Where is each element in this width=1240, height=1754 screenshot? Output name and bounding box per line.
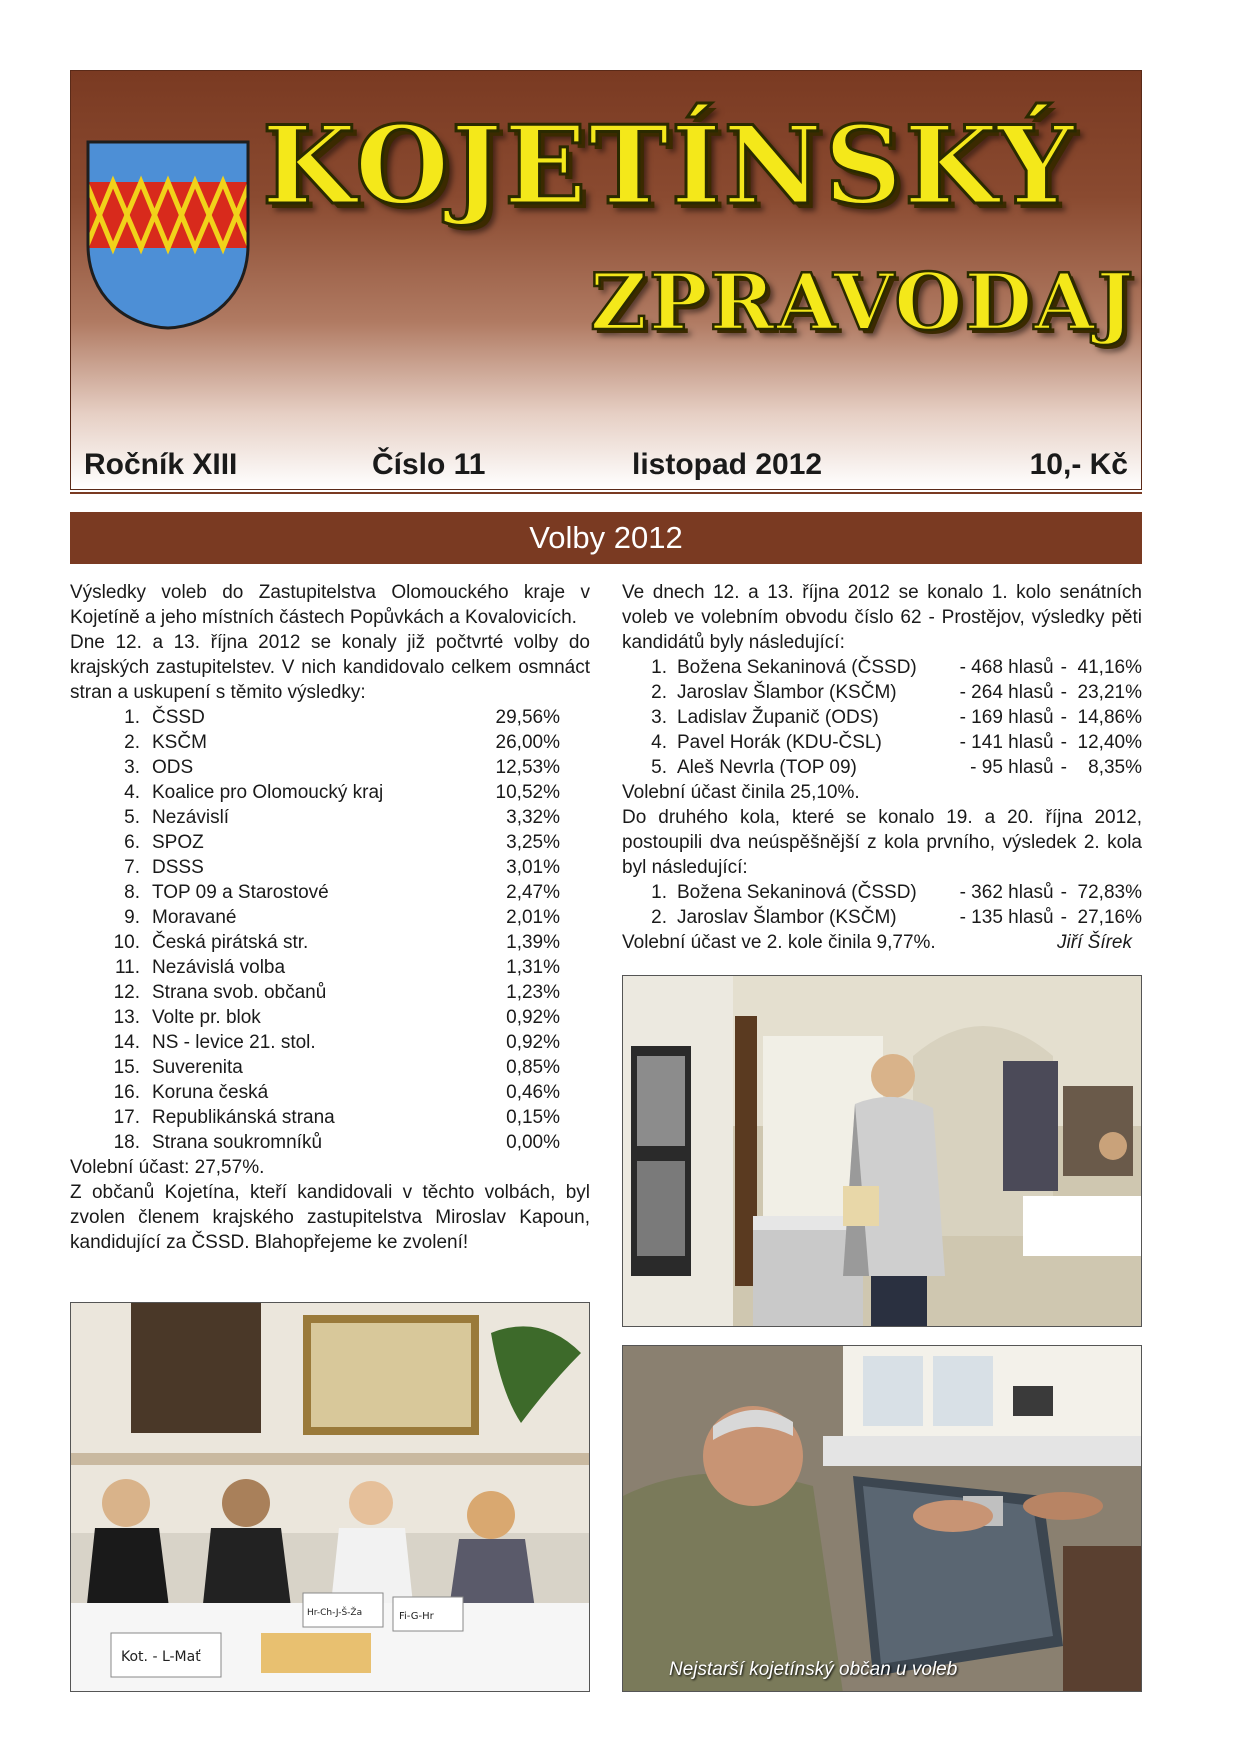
table-row: 17. Republikánská strana 0,15%: [113, 1107, 560, 1128]
table-row: 15. Suverenita 0,85%: [113, 1057, 560, 1078]
section-banner: [70, 512, 1142, 564]
table-row: 6. SPOZ 3,25%: [124, 832, 560, 853]
section-title: Volby 2012: [529, 520, 683, 555]
table-row: 14. NS - levice 21. stol. 0,92%: [113, 1032, 560, 1053]
turnout-round2: Volební účast ve 2. kole činila 9,77%.: [622, 932, 936, 953]
issue-date: listopad 2012: [632, 448, 823, 481]
masthead-divider: [70, 492, 1142, 494]
closing-text: Z občanů Kojetína, kteří kandidovali v těchto volbách, byl zvolen členem krajského zastupitelstva Miroslav Kapoun, kandidující za ČSSD. Blahopřejeme ke zvolení!: [70, 1182, 590, 1253]
turnout-text: Volební účast: 27,57%.: [70, 1157, 265, 1178]
table-row: 3. ODS 12,53%: [124, 757, 560, 778]
town-crest-icon: [86, 140, 250, 330]
oldest-voter-photo: [622, 1345, 1142, 1692]
newspaper-title: KOJETÍNSKÝ: [262, 103, 1077, 229]
table-row: 7. DSSS 3,01%: [124, 857, 560, 878]
table-row: 2. Jaroslav Šlambor (KSČM) - 264 hlasů - 23,21%: [651, 682, 1142, 703]
turnout-round2-line: [622, 930, 1142, 955]
table-row: 2. KSČM 26,00%: [124, 732, 560, 753]
table-row: 9. Moravané 2,01%: [124, 907, 560, 928]
second-round-intro: Do druhého kola, které se konalo 19. a 20. října 2012, postoupili dva neúspěšnější z kola prvního, výsledek 2. kola byl následující:: [622, 807, 1142, 878]
table-row: 1. ČSSD 29,56%: [124, 707, 560, 728]
senate-intro: Ve dnech 12. a 13. října 2012 se konalo 1. kolo senátních voleb ve volebním obvodu číslo 62 - Prostějov, výsledky pěti kandidátů byly následující:: [622, 582, 1142, 653]
volume-label: Ročník XIII: [84, 448, 238, 481]
round1-results-table: [642, 655, 1142, 780]
table-row: 5. Nezávislí 3,32%: [124, 807, 560, 828]
issue-price: 10,- Kč: [1029, 448, 1128, 481]
regional-election-article: [70, 580, 590, 1255]
article-author: Jiří Šírek: [1057, 932, 1132, 953]
photo-caption: Nejstarší kojetínský občan u voleb: [669, 1659, 958, 1680]
table-card-3: Fi-G-Hr: [399, 1611, 434, 1622]
turnout-round1: Volební účast činila 25,10%.: [622, 782, 860, 803]
table-row: 10. Česká pirátská str. 1,39%: [113, 932, 560, 953]
newspaper-subtitle: ZPRAVODAJ: [590, 257, 1136, 348]
election-committee-photo: [70, 1302, 590, 1692]
polling-room-photo: [622, 975, 1142, 1327]
table-row: 16. Koruna česká 0,46%: [113, 1082, 560, 1103]
table-row: 12. Strana svob. občanů 1,23%: [113, 982, 560, 1003]
table-row: 11. Nezávislá volba 1,31%: [114, 957, 560, 978]
issue-info-bar: [70, 448, 1142, 488]
article-intro: Výsledky voleb do Zastupitelstva Olomouckého kraje v Kojetíně a jeho místních částech Popůvkách a Kovalovicích.: [70, 582, 590, 628]
table-row: 3. Ladislav Županič (ODS) - 169 hlasů - 14,86%: [651, 707, 1142, 728]
table-row: 13. Volte pr. blok 0,92%: [113, 1007, 560, 1028]
round2-results-table: [642, 880, 1142, 930]
table-row: 4. Pavel Horák (KDU-ČSL) - 141 hlasů - 12,40%: [651, 732, 1142, 753]
table-row: 18. Strana soukromníků 0,00%: [113, 1132, 560, 1153]
table-row: 5. Aleš Nevrla (TOP 09) - 95 hlasů - 8,35%: [651, 757, 1142, 778]
table-row: 8. TOP 09 a Starostové 2,47%: [124, 882, 560, 903]
table-card-2: Hr-Ch-J-Š-Ža: [307, 1608, 363, 1618]
table-row: 1. Božena Sekaninová (ČSSD) - 468 hlasů - 41,16%: [651, 657, 1142, 678]
table-card-1: Kot. - L-Mať: [121, 1649, 201, 1665]
article-paragraph: Dne 12. a 13. října 2012 se konaly již počtvrté volby do krajských zastupitelstev. V nich kandidovalo celkem osmnáct stran a uskupení s těmito výsledky:: [70, 632, 590, 703]
table-row: 1. Božena Sekaninová (ČSSD) - 362 hlasů - 72,83%: [651, 882, 1142, 903]
senate-election-article: [622, 580, 1142, 955]
party-results-table: [100, 705, 560, 1155]
issue-number: Číslo 11: [372, 448, 486, 481]
table-row: 4. Koalice pro Olomoucký kraj 10,52%: [124, 782, 560, 803]
table-row: 2. Jaroslav Šlambor (KSČM) - 135 hlasů - 27,16%: [651, 907, 1142, 928]
